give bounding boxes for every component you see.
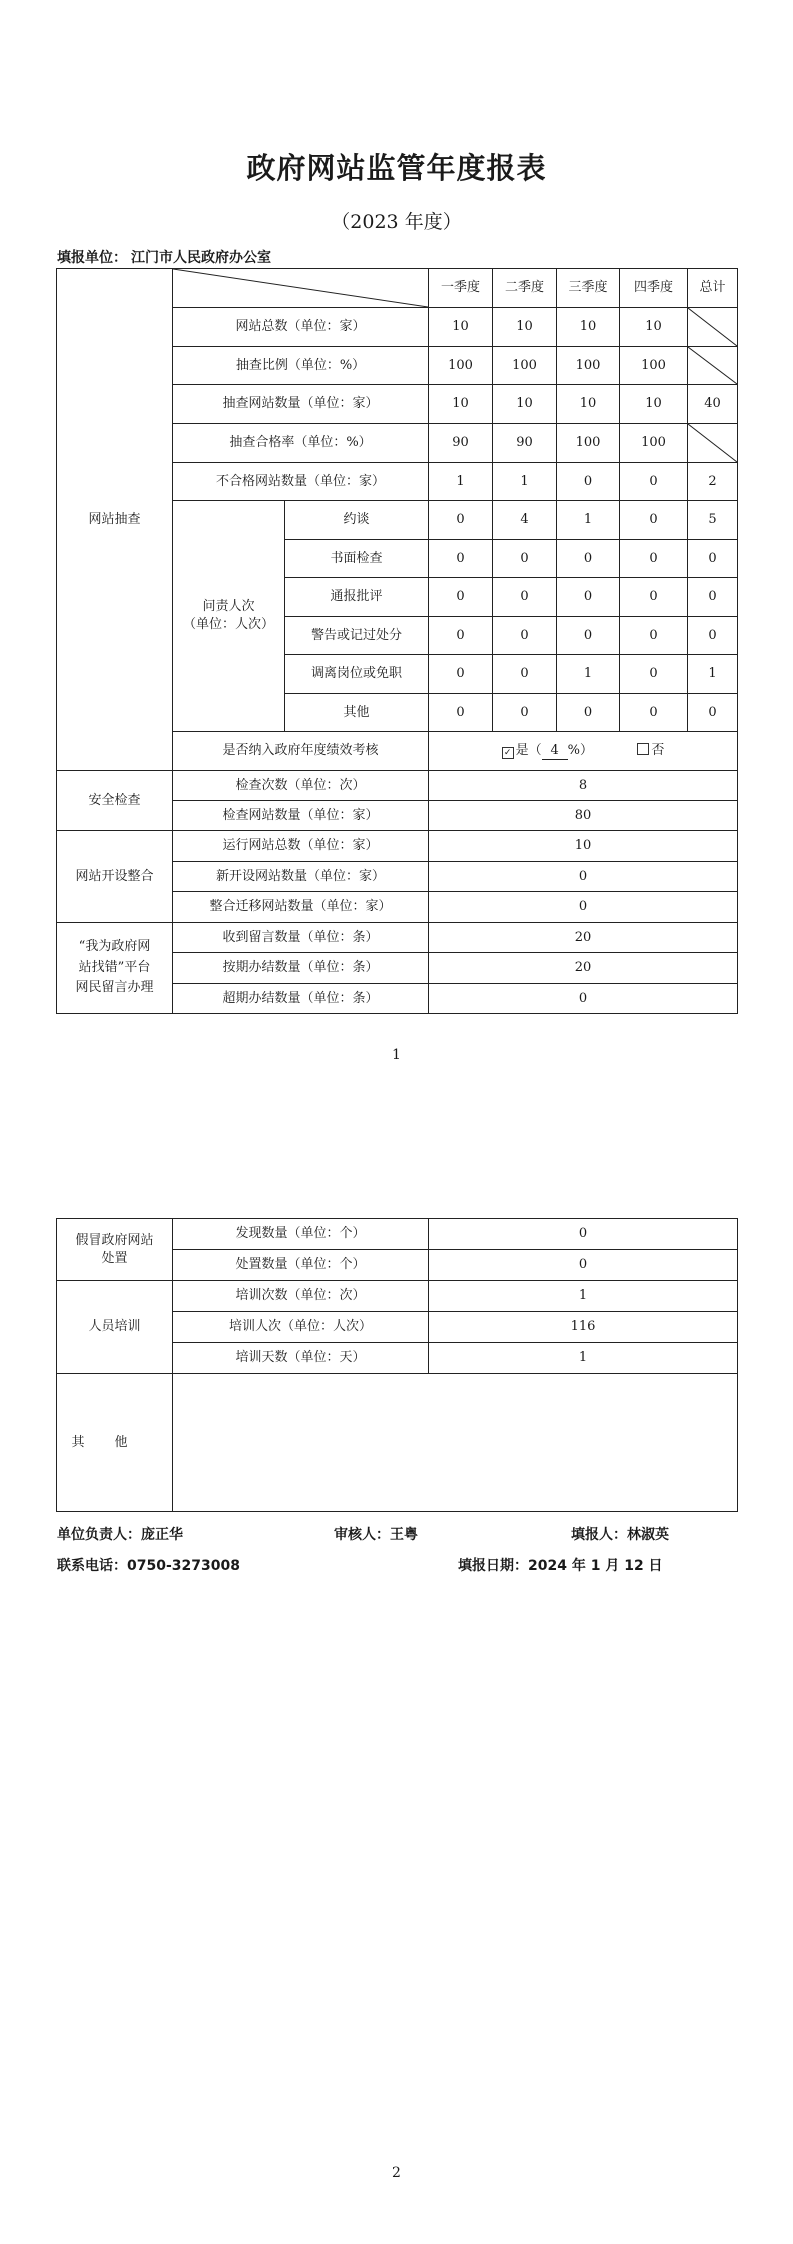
cell-q3: 0 bbox=[557, 540, 620, 578]
cell-total-na bbox=[688, 347, 738, 385]
cell-q3: 0 bbox=[557, 617, 620, 655]
table-row bbox=[57, 831, 738, 862]
cell-q4: 100 bbox=[620, 424, 688, 463]
cell-q4: 0 bbox=[620, 617, 688, 655]
option-no-label: 否 bbox=[651, 742, 665, 758]
page-number: 2 bbox=[392, 2165, 401, 2181]
reviewer-label: 审核人： bbox=[334, 1527, 390, 1543]
phone-label: 联系电话： bbox=[57, 1558, 127, 1574]
other-content bbox=[173, 1374, 738, 1512]
cell-q4: 10 bbox=[620, 308, 688, 347]
cell-q3: 100 bbox=[557, 347, 620, 385]
cell-total: 40 bbox=[688, 385, 738, 424]
cell-q4: 0 bbox=[620, 501, 688, 540]
table-row bbox=[57, 1219, 738, 1250]
header-q2: 二季度 bbox=[493, 269, 557, 308]
cell-q1: 0 bbox=[429, 578, 493, 617]
row-label: 抽查网站数量（单位：家） bbox=[173, 385, 429, 424]
filler bbox=[571, 1524, 669, 1544]
cell-q1: 10 bbox=[429, 308, 493, 347]
feedback-label-line2: 站找错”平台 bbox=[78, 959, 151, 975]
row-label: 检查次数（单位：次） bbox=[173, 771, 429, 801]
cell-value: 0 bbox=[429, 862, 738, 892]
feedback-label-line3: 网民留言办理 bbox=[75, 980, 154, 996]
diagonal-header-cell bbox=[173, 269, 429, 308]
cell-q2: 0 bbox=[493, 578, 557, 617]
counterfeit-label-line2: 处置 bbox=[101, 1250, 128, 1266]
row-label: 培训次数（单位：次） bbox=[173, 1281, 429, 1312]
option-yes-label: 是（ bbox=[515, 742, 542, 758]
counterfeit-label-line1: 假冒政府网站 bbox=[75, 1232, 154, 1248]
cell-total: 0 bbox=[688, 540, 738, 578]
cell-total-na bbox=[688, 424, 738, 463]
row-label: 抽查比例（单位：%） bbox=[173, 347, 429, 385]
cell-value: 0 bbox=[429, 984, 738, 1014]
header-total: 总计 bbox=[688, 269, 738, 308]
section-label-training: 人员培训 bbox=[57, 1281, 173, 1374]
cell-value: 1 bbox=[429, 1343, 738, 1374]
cell-q3: 10 bbox=[557, 385, 620, 424]
cell-q2: 10 bbox=[493, 308, 557, 347]
feedback-label-line1: “我为政府网 bbox=[78, 938, 151, 954]
cell-q1: 0 bbox=[429, 694, 493, 732]
checkbox-no[interactable] bbox=[637, 743, 649, 755]
cell-q4: 0 bbox=[620, 540, 688, 578]
cell-q2: 100 bbox=[493, 347, 557, 385]
table-row bbox=[57, 923, 738, 953]
cell-q3: 100 bbox=[557, 424, 620, 463]
percent-value: 4 bbox=[542, 742, 568, 761]
page-number: 1 bbox=[392, 1047, 401, 1063]
row-label: 通报批评 bbox=[285, 578, 429, 617]
row-label: 网站总数（单位：家） bbox=[173, 308, 429, 347]
cell-value: 0 bbox=[429, 1250, 738, 1281]
cell-q1: 1 bbox=[429, 463, 493, 501]
cell-q1: 0 bbox=[429, 501, 493, 540]
row-label: 调离岗位或免职 bbox=[285, 655, 429, 694]
row-label: 整合迁移网站数量（单位：家） bbox=[173, 892, 429, 923]
cell-q3: 0 bbox=[557, 463, 620, 501]
row-label: 收到留言数量（单位：条） bbox=[173, 923, 429, 953]
cell-q2: 4 bbox=[493, 501, 557, 540]
cell-q2: 1 bbox=[493, 463, 557, 501]
table-row bbox=[57, 771, 738, 801]
section-label-security: 安全检查 bbox=[57, 771, 173, 831]
cell-total: 0 bbox=[688, 694, 738, 732]
reviewer-value: 王粤 bbox=[390, 1527, 418, 1543]
row-label: 新开设网站数量（单位：家） bbox=[173, 862, 429, 892]
cell-q1: 10 bbox=[429, 385, 493, 424]
row-label: 培训天数（单位：天） bbox=[173, 1343, 429, 1374]
cell-q3: 0 bbox=[557, 578, 620, 617]
performance-options bbox=[429, 732, 738, 771]
check-icon: ✓ bbox=[503, 747, 512, 758]
cell-q2: 0 bbox=[493, 694, 557, 732]
row-label: 处置数量（单位：个） bbox=[173, 1250, 429, 1281]
cell-q4: 0 bbox=[620, 463, 688, 501]
header-row bbox=[57, 269, 738, 308]
row-label: 书面检查 bbox=[285, 540, 429, 578]
cell-q4: 100 bbox=[620, 347, 688, 385]
cell-total: 0 bbox=[688, 617, 738, 655]
cell-q3: 10 bbox=[557, 308, 620, 347]
cell-value: 20 bbox=[429, 923, 738, 953]
row-label: 按期办结数量（单位：条） bbox=[173, 953, 429, 984]
document-subtitle: （2023 年度） bbox=[331, 211, 462, 233]
report-date bbox=[458, 1555, 663, 1575]
date-label: 填报日期： bbox=[458, 1558, 528, 1574]
cell-q2: 0 bbox=[493, 655, 557, 694]
row-label: 发现数量（单位：个） bbox=[173, 1219, 429, 1250]
row-label: 警告或记过处分 bbox=[285, 617, 429, 655]
phone-value: 0750-3273008 bbox=[127, 1558, 240, 1574]
cell-q3: 1 bbox=[557, 501, 620, 540]
cell-value: 0 bbox=[429, 1219, 738, 1250]
cell-q4: 0 bbox=[620, 655, 688, 694]
cell-q4: 10 bbox=[620, 385, 688, 424]
row-label: 培训人次（单位：人次） bbox=[173, 1312, 429, 1343]
cell-value: 20 bbox=[429, 953, 738, 984]
section-label-other: 其他 bbox=[57, 1374, 173, 1512]
cell-total: 5 bbox=[688, 501, 738, 540]
cell-q3: 0 bbox=[557, 694, 620, 732]
cell-q1: 90 bbox=[429, 424, 493, 463]
header-q3: 三季度 bbox=[557, 269, 620, 308]
header-q1: 一季度 bbox=[429, 269, 493, 308]
cell-total: 2 bbox=[688, 463, 738, 501]
row-label: 抽查合格率（单位：%） bbox=[173, 424, 429, 463]
supervision-table-2 bbox=[56, 1218, 738, 1512]
diagonal-line-icon bbox=[688, 424, 737, 462]
percent-suffix: %） bbox=[567, 742, 594, 758]
cell-q1: 0 bbox=[429, 655, 493, 694]
row-label: 是否纳入政府年度绩效考核 bbox=[173, 732, 429, 771]
table-row-other bbox=[57, 1374, 738, 1512]
accountability-label-line2: （单位：人次） bbox=[182, 617, 274, 632]
reviewer bbox=[334, 1524, 418, 1544]
cell-q1: 0 bbox=[429, 617, 493, 655]
row-label: 不合格网站数量（单位：家） bbox=[173, 463, 429, 501]
reporting-unit-value: 江门市人民政府办公室 bbox=[131, 250, 271, 266]
filler-value: 林淑英 bbox=[627, 1527, 669, 1543]
cell-value: 10 bbox=[429, 831, 738, 862]
cell-q1: 100 bbox=[429, 347, 493, 385]
cell-value: 116 bbox=[429, 1312, 738, 1343]
row-label: 检查网站数量（单位：家） bbox=[173, 801, 429, 831]
cell-q2: 90 bbox=[493, 424, 557, 463]
diagonal-line-icon bbox=[173, 269, 428, 307]
accountability-label bbox=[173, 501, 285, 732]
table-row bbox=[57, 1281, 738, 1312]
cell-value: 8 bbox=[429, 771, 738, 801]
section-label-setup: 网站开设整合 bbox=[57, 831, 173, 923]
cell-q2: 0 bbox=[493, 617, 557, 655]
section-label-counterfeit bbox=[57, 1219, 173, 1281]
unit-head-value: 庞正华 bbox=[141, 1527, 183, 1543]
cell-total: 0 bbox=[688, 578, 738, 617]
row-label: 其他 bbox=[285, 694, 429, 732]
accountability-label-line1: 问责人次 bbox=[202, 599, 255, 615]
cell-value: 0 bbox=[429, 892, 738, 923]
row-label: 运行网站总数（单位：家） bbox=[173, 831, 429, 862]
supervision-table-1 bbox=[56, 268, 738, 1014]
document-title: 政府网站监管年度报表 bbox=[246, 151, 547, 185]
reporting-unit bbox=[57, 247, 271, 267]
cell-q3: 1 bbox=[557, 655, 620, 694]
unit-head-label: 单位负责人： bbox=[57, 1527, 141, 1543]
diagonal-line-icon bbox=[688, 308, 737, 346]
cell-total-na bbox=[688, 308, 738, 347]
section-label-feedback bbox=[57, 923, 173, 1014]
cell-q2: 0 bbox=[493, 540, 557, 578]
row-label: 超期办结数量（单位：条） bbox=[173, 984, 429, 1014]
reporting-unit-label: 填报单位： bbox=[57, 250, 127, 266]
contact-phone bbox=[57, 1555, 240, 1575]
cell-value: 1 bbox=[429, 1281, 738, 1312]
filler-label: 填报人： bbox=[571, 1527, 627, 1543]
cell-q2: 10 bbox=[493, 385, 557, 424]
date-value: 2024 年 1 月 12 日 bbox=[528, 1558, 663, 1574]
unit-head bbox=[57, 1524, 183, 1544]
cell-q4: 0 bbox=[620, 694, 688, 732]
diagonal-line-icon bbox=[688, 347, 737, 384]
section-label-spot-check: 网站抽查 bbox=[57, 269, 173, 771]
cell-total: 1 bbox=[688, 655, 738, 694]
cell-q4: 0 bbox=[620, 578, 688, 617]
checkbox-yes[interactable] bbox=[502, 747, 514, 759]
row-label: 约谈 bbox=[285, 501, 429, 540]
header-q4: 四季度 bbox=[620, 269, 688, 308]
cell-q1: 0 bbox=[429, 540, 493, 578]
cell-value: 80 bbox=[429, 801, 738, 831]
